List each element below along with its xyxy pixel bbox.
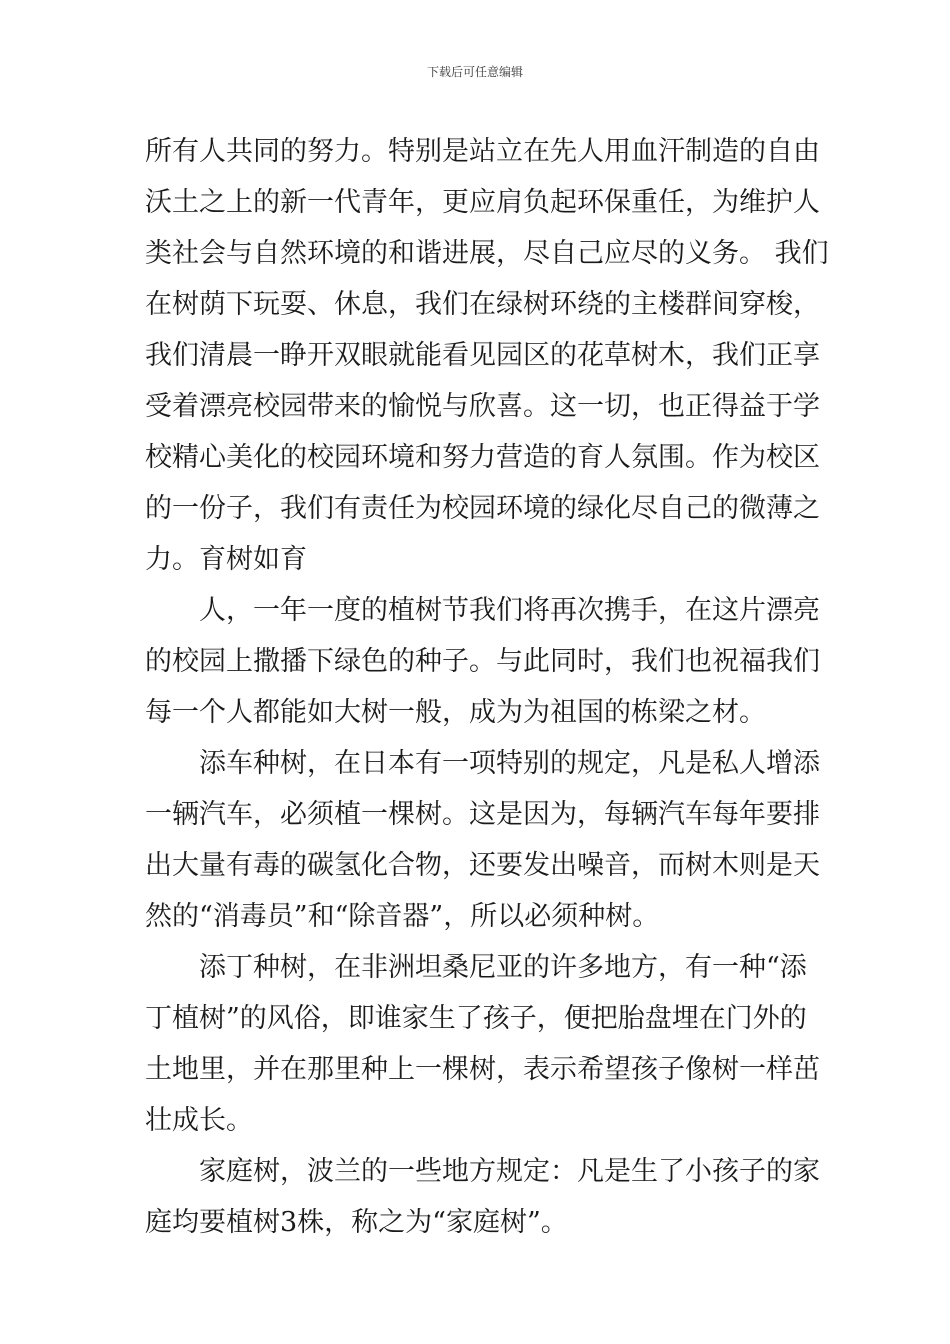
text-line: 类社会与自然环境的和谐进展，尽自己应尽的义务。 我们 xyxy=(145,238,829,269)
text-line: 出大量有毒的碳氢化合物，还要发出噪音，而树木则是天 xyxy=(145,850,820,881)
text-line: 受着漂亮校园带来的愉悦与欣喜。这一切，也正得益于学 xyxy=(145,391,820,422)
paragraph-first-line: 添丁种树，在非洲坦桑尼亚的许多地方，有一种“添 xyxy=(199,952,807,983)
text-line: 在树荫下玩耍、休息，我们在绿树环绕的主楼群间穿梭， xyxy=(145,289,820,320)
text-line: 土地里，并在那里种上一棵树，表示希望孩子像树一样茁 xyxy=(145,1054,820,1085)
text-line: 力。育树如育 xyxy=(145,544,307,575)
text-line: 壮成长。 xyxy=(145,1105,253,1136)
text-line: 丁植树”的风俗，即谁家生了孩子，便把胎盘埋在门外的 xyxy=(145,1003,807,1034)
text-line: 一辆汽车，必须植一棵树。这是因为，每辆汽车每年要排 xyxy=(145,799,820,830)
text-line: 校精心美化的校园环境和努力营造的育人氛围。作为校区 xyxy=(145,442,820,473)
text-line: 沃土之上的新一代青年，更应肩负起环保重任，为维护人 xyxy=(145,187,820,218)
text-line: 的校园上撒播下绿色的种子。与此同时，我们也祝福我们 xyxy=(145,646,820,677)
text-line: 的一份子，我们有责任为校园环境的绿化尽自己的微薄之 xyxy=(145,493,820,524)
text-line: 我们清晨一睁开双眼就能看见园区的花草树木，我们正享 xyxy=(145,340,820,371)
paragraph-first-line: 添车种树，在日本有一项特别的规定，凡是私人增添 xyxy=(199,748,820,779)
text-line: 所有人共同的努力。特别是站立在先人用血汗制造的自由 xyxy=(145,136,820,167)
text-line: 每一个人都能如大树一般，成为为祖国的栋梁之材。 xyxy=(145,697,766,728)
document-body xyxy=(145,126,829,1248)
paragraph-first-line: 人，一年一度的植树节我们将再次携手，在这片漂亮 xyxy=(199,595,820,626)
paragraph-first-line: 家庭树，波兰的一些地方规定：凡是生了小孩子的家 xyxy=(199,1156,820,1187)
page-header-note: 下载后可任意编辑 xyxy=(426,65,523,79)
text-line: 然的“消毒员”和“除音器”，所以必须种树。 xyxy=(145,901,660,932)
text-line: 庭均要植树3株，称之为“家庭树”。 xyxy=(145,1207,568,1238)
